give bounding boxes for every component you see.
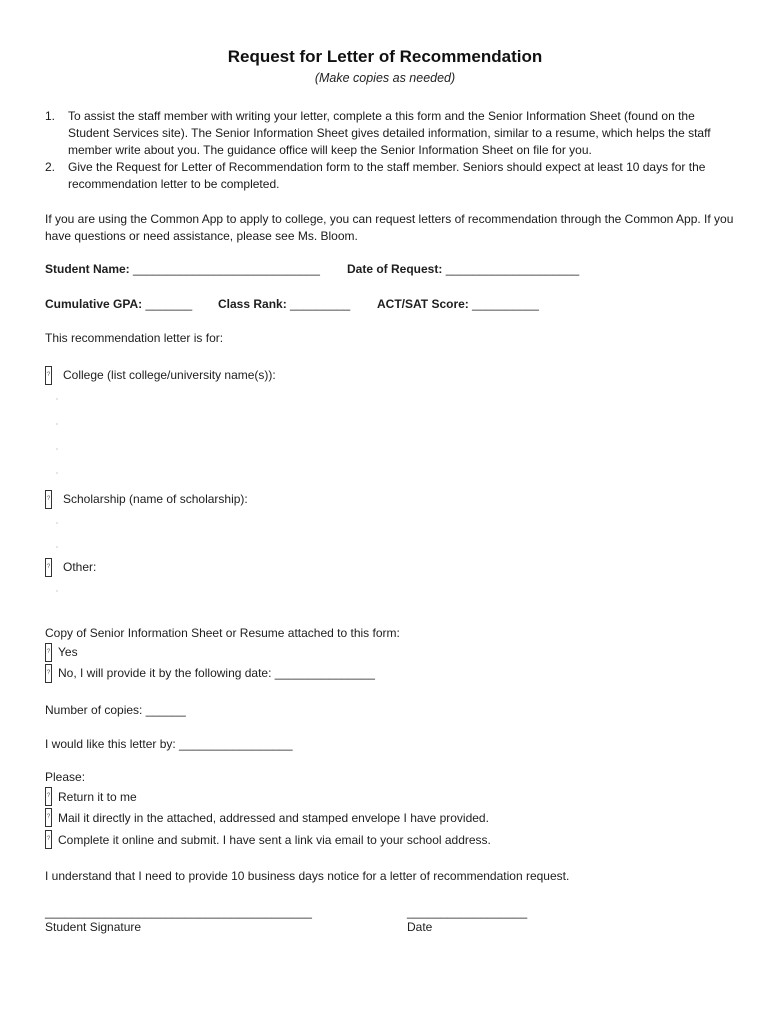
college-option-label: College (list college/university name(s)): [63, 368, 276, 382]
attachment-yes-label: Yes [58, 645, 78, 659]
number-of-copies-field[interactable]: Number of copies: ______ [45, 703, 186, 717]
act-sat-blank[interactable]: __________ [472, 297, 539, 311]
gpa-field[interactable] [45, 296, 192, 313]
return-to-me-label: Return it to me [58, 790, 137, 804]
act-sat-label: ACT/SAT Score: [377, 297, 469, 311]
attachment-yes-checkbox[interactable]: ? [45, 643, 52, 662]
attachment-no-label: No, I will provide it by the following date: _______________ [58, 666, 375, 680]
blank-line-marker [56, 590, 58, 592]
mail-directly-label: Mail it directly in the attached, addressed and stamped envelope I have provided. [58, 811, 489, 825]
letter-for-prompt: This recommendation letter is for: [45, 331, 224, 345]
please-prompt: Please: [45, 770, 86, 784]
student-name-blank[interactable]: ____________________________ [133, 262, 320, 276]
gpa-label: Cumulative GPA: [45, 297, 143, 311]
date-of-request-field[interactable] [347, 261, 579, 278]
class-rank-field[interactable] [218, 296, 350, 313]
signature-label: Student Signature [45, 920, 142, 934]
other-option-label: Other: [63, 560, 97, 574]
student-name-label: Student Name: [45, 262, 130, 276]
act-sat-field[interactable] [377, 296, 539, 313]
instruction-number-2: 2. [45, 160, 56, 174]
college-checkbox[interactable]: ? [45, 366, 52, 385]
other-checkbox[interactable]: ? [45, 558, 52, 577]
signature-date-label: Date [407, 920, 433, 934]
blank-line-marker [56, 522, 58, 524]
blank-line-marker [56, 423, 58, 425]
form-title: Request for Letter of Recommendation [227, 47, 543, 66]
letter-by-date-field[interactable]: I would like this letter by: _________________ [45, 737, 293, 751]
date-of-request-label: Date of Request: [347, 262, 443, 276]
class-rank-label: Class Rank: [218, 297, 287, 311]
submit-online-checkbox[interactable]: ? [45, 830, 52, 849]
common-app-note: If you are using the Common App to apply to college, you can request letters of recommendation through the Common App. If you have questions or need assistance, please see Ms. Bloom. [45, 212, 734, 243]
blank-line-marker [56, 546, 58, 548]
return-to-me-checkbox[interactable]: ? [45, 787, 52, 806]
attachment-no-checkbox[interactable]: ? [45, 664, 52, 683]
submit-online-label: Complete it online and submit. I have sent a link via email to your school address. [58, 833, 491, 847]
blank-line-marker [56, 448, 58, 450]
instruction-text-2: Give the Request for Letter of Recommendation form to the staff member. Seniors should expect at least 10 days for the recommendation letter to be completed. [68, 160, 706, 191]
student-name-field[interactable] [45, 261, 320, 278]
understand-statement: I understand that I need to provide 10 business days notice for a letter of recommendation request. [45, 869, 570, 883]
blank-line-marker [56, 398, 58, 400]
signature-line[interactable]: ________________________________________ [45, 905, 312, 919]
instruction-text-1: To assist the staff member with writing your letter, complete a this form and the Senior Information Sheet (found on the Student Services site). The Senior Information Sheet gives detailed information, similar to a resume, which helps the staff member write about you. The guidance office will keep the Senior Information Sheet on file for you. [68, 109, 711, 157]
form-subtitle: (Make copies as needed) [314, 71, 456, 85]
mail-directly-checkbox[interactable]: ? [45, 808, 52, 827]
scholarship-checkbox[interactable]: ? [45, 490, 52, 509]
scholarship-option-label: Scholarship (name of scholarship): [63, 492, 248, 506]
instruction-number-1: 1. [45, 109, 56, 123]
blank-line-marker [56, 472, 58, 474]
attachment-prompt: Copy of Senior Information Sheet or Resume attached to this form: [45, 626, 400, 640]
gpa-blank[interactable]: _______ [145, 297, 193, 311]
date-of-request-blank[interactable]: ____________________ [445, 262, 580, 276]
signature-date-line[interactable]: __________________ [407, 905, 528, 919]
class-rank-blank[interactable]: _________ [290, 297, 351, 311]
